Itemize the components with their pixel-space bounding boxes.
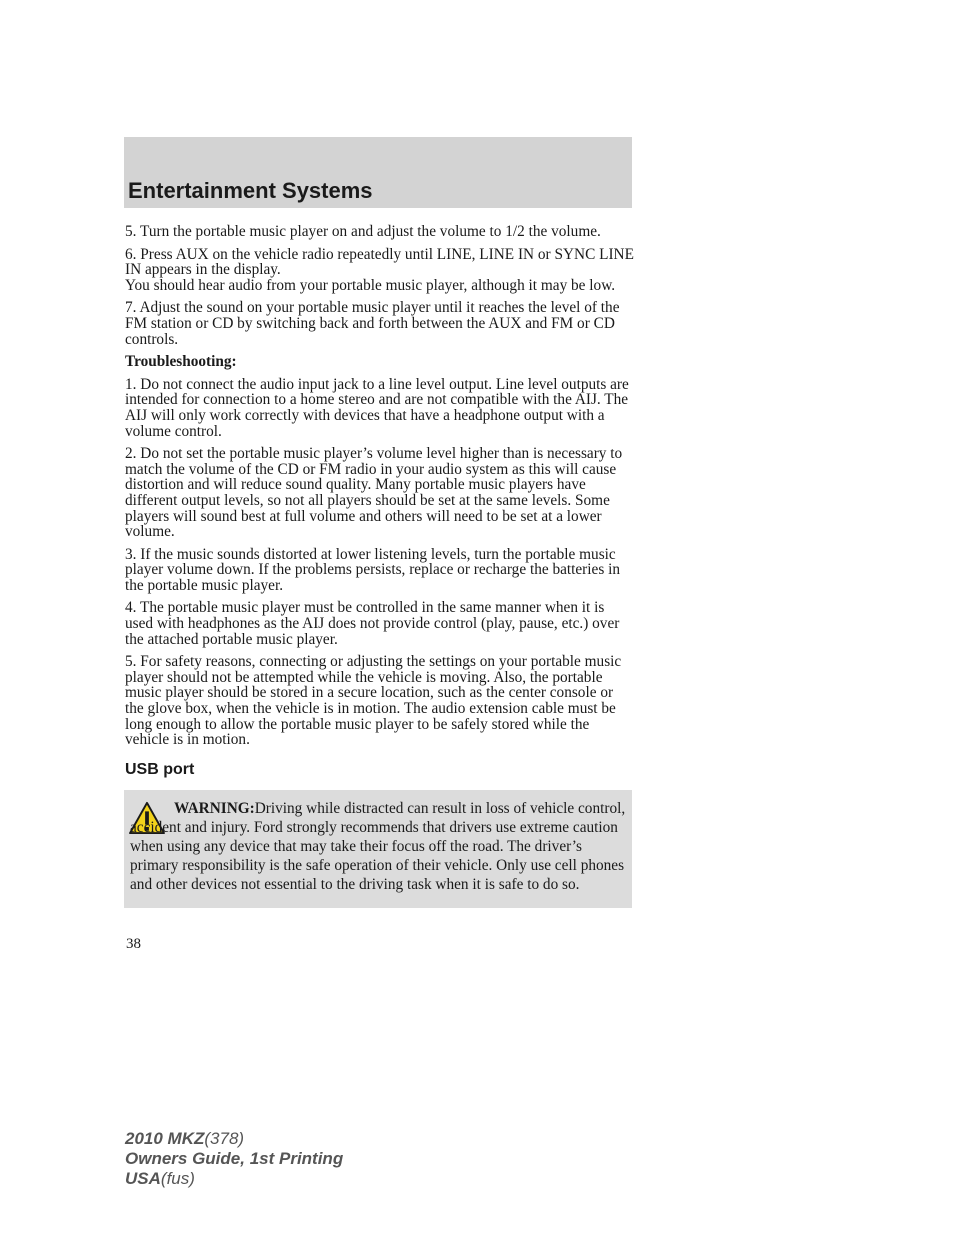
warning-text bbox=[130, 799, 626, 894]
warning-box bbox=[124, 790, 632, 908]
troubleshooting-label: Troubleshooting: bbox=[125, 353, 237, 371]
troubleshooting-item-1: 1. Do not connect the audio input jack to a line level output. Line level outputs are intended for connection to a home stereo and are not compatible with the AIJ. The AIJ will only work correctly with devices that have a headphone output with a volume control. bbox=[125, 375, 629, 440]
warning-body: Driving while distracted can result in loss of vehicle control, accident and injury. Ford strongly recommends that drivers use extreme caution when using any device that may take their focus off the road. The driver’s primary responsibility is the safe operation of their vehicle. Only use cell phones and other devices not essential to the driving task when it is safe to do so. bbox=[130, 800, 626, 893]
step-6-paragraph: 6. Press AUX on the vehicle radio repeatedly until LINE, LINE IN or SYNC LINE IN appears in the display. bbox=[125, 245, 634, 279]
footer-printing: Owners Guide, 1st Printing bbox=[125, 1149, 344, 1168]
audio-note-paragraph: You should hear audio from your portable music player, although it may be low. bbox=[125, 276, 616, 294]
footer-line-2 bbox=[125, 1149, 343, 1169]
footer-market: USA bbox=[125, 1169, 161, 1188]
section-title: Entertainment Systems bbox=[128, 178, 373, 203]
footer-model-code: (378) bbox=[204, 1129, 245, 1148]
step-7-paragraph: 7. Adjust the sound on your portable music player until it reaches the level of the FM station or CD by switching back and forth between the AUX and FM or CD controls. bbox=[125, 299, 620, 348]
footer-line-3 bbox=[125, 1169, 343, 1189]
troubleshooting-item-3: 3. If the music sounds distorted at lower listening levels, turn the portable music player volume down. If the problems persists, replace or recharge the batteries in the portable music player. bbox=[125, 545, 620, 594]
usb-port-heading: USB port bbox=[125, 760, 195, 778]
footer-line-1 bbox=[125, 1129, 343, 1149]
page-number: 38 bbox=[126, 936, 141, 952]
step-5-paragraph: 5. Turn the portable music player on and adjust the volume to 1/2 the volume. bbox=[125, 223, 601, 240]
footer-market-code: (fus) bbox=[160, 1169, 195, 1188]
page-content bbox=[125, 224, 635, 793]
warning-label: WARNING: bbox=[174, 800, 255, 817]
footer-model: 2010 MKZ bbox=[125, 1129, 205, 1148]
troubleshooting-item-5: 5. For safety reasons, connecting or adjusting the settings on your portable music player should not be attempted while the vehicle is moving. Also, the portable music player should be stored in a secure location, such as the center console or the glove box, when the vehicle is in motion. The audio extension cable must be long enough to allow the portable music player to be safely stored while the vehicle is in motion. bbox=[125, 653, 622, 749]
footer-imprint bbox=[125, 1129, 343, 1189]
troubleshooting-item-2: 2. Do not set the portable music player’s volume level higher than is necessary to match the volume of the CD or FM radio in your audio system as this will cause distortion and will reduce sound quality. Many portable music players have different output levels, so not all players should be set at the same levels. Some players will sound best at full volume and others will need to be set at a lower volume. bbox=[125, 445, 623, 541]
troubleshooting-item-4: 4. The portable music player must be controlled in the same manner when it is used with headphones as the AIJ does not provide control (play, pause, etc.) over the attached portable music player. bbox=[125, 599, 620, 648]
